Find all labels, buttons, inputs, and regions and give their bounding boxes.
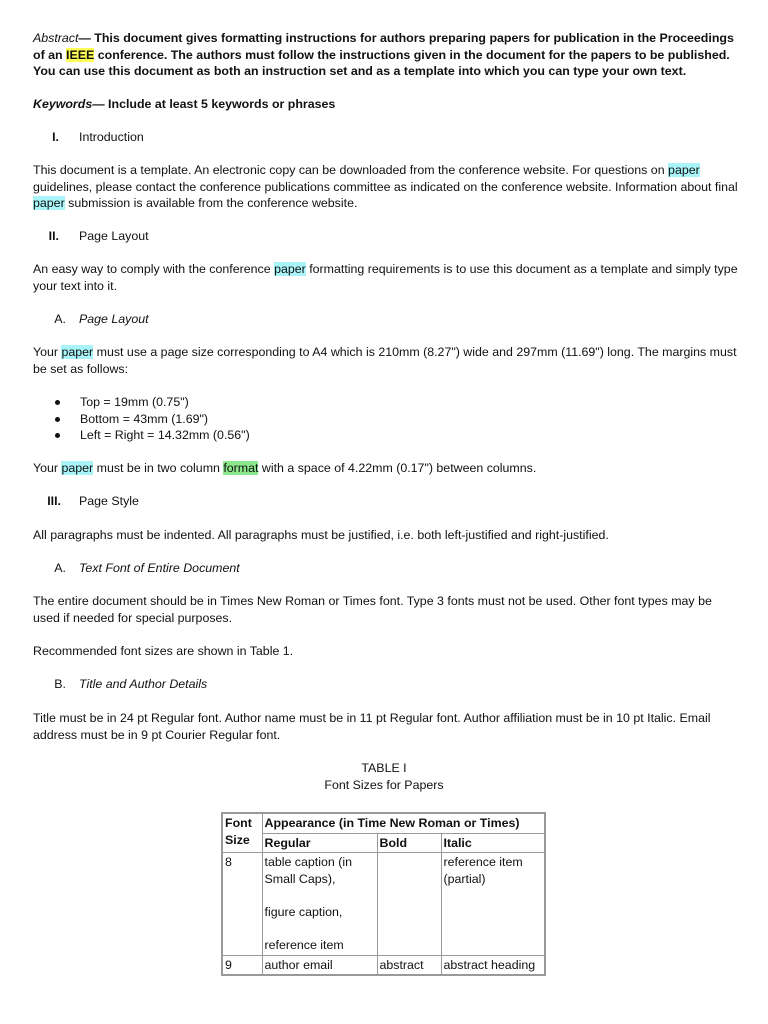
subsection-number: B. — [54, 677, 66, 691]
table-cell-size: 9 — [222, 955, 262, 975]
paragraph-text: formatting requirements is to use this document as a template and simply type your text into it. — [33, 262, 738, 293]
subsection-heading-title-author — [33, 676, 738, 693]
table-cell-bold: abstract — [377, 955, 441, 975]
table-cell-regular — [262, 853, 377, 956]
subsection-title: Title and Author Details — [79, 677, 208, 691]
paragraph-text: must be in two column — [93, 461, 224, 475]
paragraph-text: Your — [33, 461, 62, 475]
font-sizes-paragraph: Recommended font sizes are shown in Table 1. — [33, 644, 294, 658]
abstract-paragraph — [33, 30, 738, 80]
section-heading-page-style — [33, 493, 738, 510]
paragraph-text: must use a page size corresponding to A4 which is 210mm (8.27") wide and 297mm (11.69") long. The margins must be set as follows: — [33, 345, 737, 376]
table-header-italic: Italic — [441, 833, 545, 853]
table-cell-regular: author email — [262, 955, 377, 975]
table-header-appearance: Appearance (in Time New Roman or Times) — [262, 813, 545, 833]
subsection-number: A. — [54, 312, 66, 326]
table-header-bold: Bold — [377, 833, 441, 853]
paragraph-text: guidelines, please contact the conference publications committee as indicated on the conference website. Information about final — [33, 179, 738, 194]
header-text: Size — [225, 832, 250, 847]
paragraph-text: An easy way to comply with the conference — [33, 262, 275, 276]
section-number: II. — [48, 229, 59, 243]
font-sizes-table — [221, 812, 546, 976]
page-size-paragraph — [33, 344, 738, 377]
subsection-heading-text-font — [33, 560, 738, 577]
list-item: Top = 19mm (0.75") — [55, 394, 250, 411]
cell-line: table caption (in Small Caps), — [264, 855, 352, 886]
subsection-title: Text Font of Entire Document — [79, 561, 240, 575]
table-header-regular: Regular — [262, 833, 377, 853]
highlight-paper: paper — [274, 262, 306, 276]
table-cell-italic: reference item (partial) — [441, 853, 545, 956]
introduction-paragraph — [33, 162, 738, 212]
table-header-font-size — [222, 813, 262, 853]
paragraph-text: submission is available from the conference website. — [64, 196, 358, 211]
subsection-title: Page Layout — [79, 312, 149, 326]
section-title: Introduction — [79, 130, 144, 144]
highlight-paper: paper — [668, 163, 700, 177]
section-title: Page Layout — [79, 229, 149, 243]
highlight-format: format — [223, 461, 259, 475]
section-number: I. — [52, 130, 59, 144]
title-author-paragraph: Title must be in 24 pt Regular font. Author name must be in 11 pt Regular font. Author affiliation must be in 10 pt Italic. Email address must be in 9 pt Courier Regular font. — [33, 711, 711, 742]
section-title: Page Style — [79, 494, 139, 508]
highlight-ieee: IEEE — [66, 47, 95, 62]
abstract-dash: — — [78, 31, 91, 45]
abstract-text-end: conference. The authors must follow the instructions given in the document for the papers to be published. You can use this document as both an instruction set and as a template into which you can type your own text. — [33, 47, 730, 79]
keywords-paragraph — [33, 96, 738, 113]
list-item: Left = Right = 14.32mm (0.56") — [55, 427, 250, 444]
keywords-text: — Include at least 5 keywords or phrases — [92, 97, 336, 111]
subsection-number: A. — [54, 561, 66, 575]
table-header-row — [222, 813, 545, 833]
subsection-heading-page-layout — [33, 311, 738, 328]
page-style-paragraph: All paragraphs must be indented. All paragraphs must be justified, i.e. both left-justified and right-justified. — [33, 528, 609, 542]
table-cell-italic: abstract heading — [441, 955, 545, 975]
abstract-text: This document gives formatting instructions for authors preparing papers for publication in the Proceedings of an — [33, 31, 734, 62]
section-heading-page-layout — [33, 228, 738, 245]
cell-line: reference item — [264, 938, 344, 953]
table-cell-bold — [377, 853, 441, 956]
paragraph-text: Your — [33, 345, 62, 359]
header-text: Font — [225, 816, 252, 830]
abstract-label: Abstract — [33, 31, 79, 45]
paragraph-text: This document is a template. An electronic copy can be downloaded from the conference website. For questions on — [33, 163, 669, 177]
cell-line: figure caption, — [264, 904, 343, 919]
highlight-paper: paper — [61, 345, 94, 359]
table-subheader-row — [222, 833, 545, 853]
keywords-label: Keywords — [33, 97, 93, 111]
paragraph-text: with a space of 4.22mm (0.17") between columns. — [258, 461, 537, 475]
font-paragraph: The entire document should be in Times New Roman or Times font. Type 3 fonts must not be used. Other font types may be used if needed for special purposes. — [33, 594, 712, 625]
section-number: III. — [47, 494, 61, 508]
column-format-paragraph — [33, 460, 738, 477]
table-cell-size: 8 — [222, 853, 262, 956]
table-label: TABLE I — [361, 761, 407, 775]
table-row — [222, 853, 545, 956]
highlight-paper: paper — [33, 196, 65, 211]
margins-list — [55, 394, 250, 444]
highlight-paper: paper — [61, 461, 94, 475]
list-item: Bottom = 43mm (1.69") — [55, 411, 250, 428]
page-layout-paragraph — [33, 261, 738, 294]
section-heading-introduction — [33, 129, 738, 146]
table-row — [222, 955, 545, 975]
table-caption: Font Sizes for Papers — [324, 778, 444, 792]
